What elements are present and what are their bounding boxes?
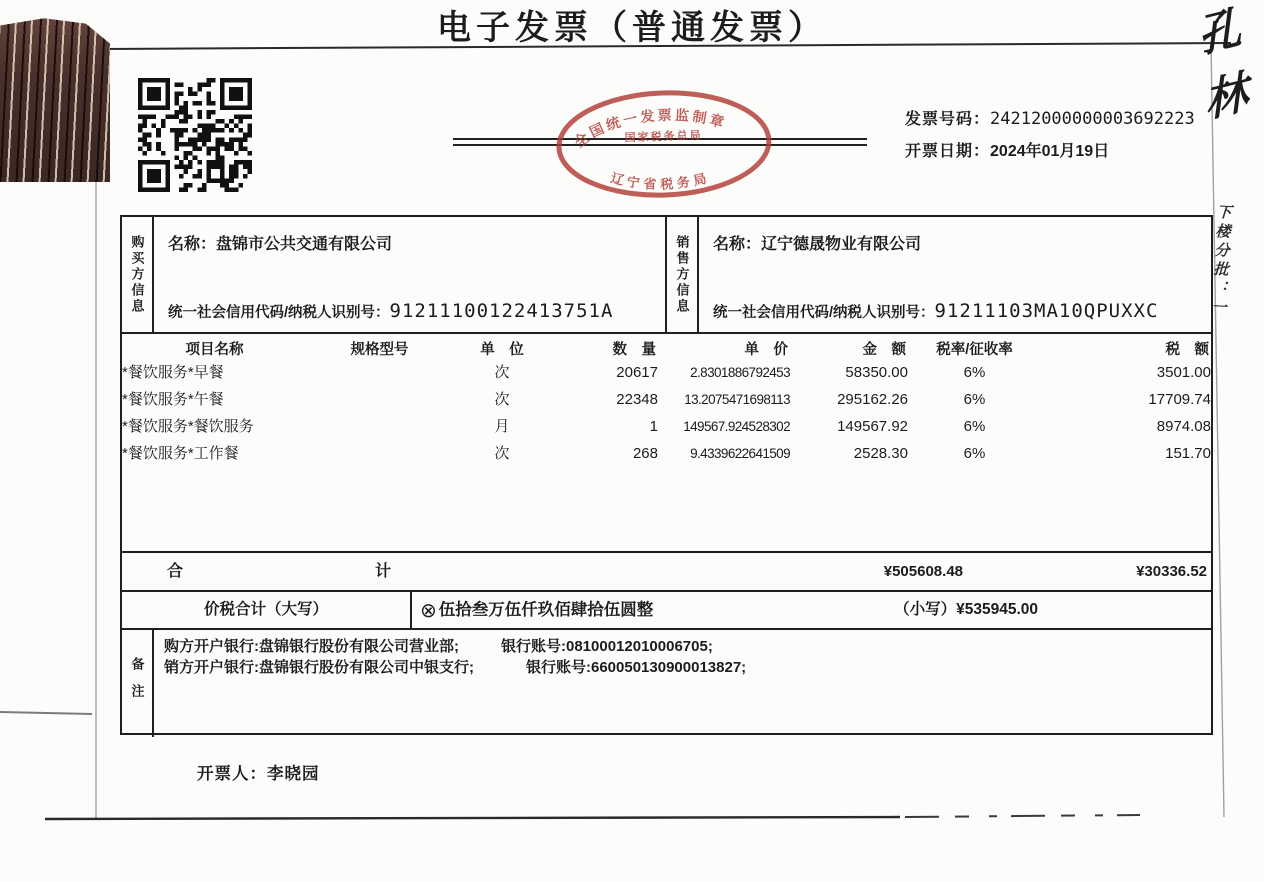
totals-amount: ¥505608.48 <box>883 563 963 580</box>
grand-total-label: 价税合计（大写） <box>122 592 412 629</box>
remarks-label: 备注 <box>122 630 154 737</box>
stamp-middle-text: 国家税务总局 <box>624 129 703 145</box>
buyer-taxid-label: 统一社会信用代码/纳税人识别号： <box>168 305 390 321</box>
invoice-date-label: 开票日期： <box>905 143 991 160</box>
item-qty: 22348 <box>616 391 658 408</box>
buyer-info <box>154 217 667 332</box>
col-header-price: 单 价 <box>744 342 788 358</box>
seller-bank: 销方开户银行:盘锦银行股份有限公司中银支行; <box>164 659 474 676</box>
item-name: *餐饮服务*早餐 <box>122 364 224 381</box>
item-qty: 268 <box>632 445 658 462</box>
item-price: 149567.924528302 <box>683 419 790 434</box>
remarks-section <box>122 630 1211 737</box>
stamp-arc-text: 全国统一发票监制章 <box>570 106 729 151</box>
col-header-spec: 规格型号 <box>350 342 409 358</box>
remark-line-1 <box>164 636 1201 657</box>
item-name: *餐饮服务*工作餐 <box>122 445 239 462</box>
item-taxrate: 6% <box>963 391 986 408</box>
item-price: 9.4339622641509 <box>690 446 790 461</box>
seller-taxid-row <box>713 300 1199 322</box>
seller-section-label: 销售方信息 <box>667 217 699 332</box>
buyer-name-row <box>168 231 653 254</box>
small-label: （小写） <box>894 601 957 618</box>
rmb-circle-icon: ⊗ <box>420 600 437 622</box>
grand-total-value: ¥535945.00 <box>956 601 1038 618</box>
stamp-bottom-text: 辽宁省税务局 <box>609 169 712 192</box>
item-row <box>122 440 1211 467</box>
item-amount: 2528.30 <box>853 445 908 462</box>
invoice-table <box>120 215 1213 735</box>
invoice-date-value: 2024年01月19日 <box>990 143 1110 160</box>
handwriting-side-note: 下楼分批：一 <box>1209 203 1232 319</box>
invoice-number-row <box>905 103 1195 136</box>
invoice-number-label: 发票号码： <box>905 111 991 128</box>
buyer-taxid-row <box>168 300 653 322</box>
issuer-row <box>197 760 320 784</box>
col-header-name: 项目名称 <box>185 342 244 358</box>
item-amount: 149567.92 <box>837 418 908 435</box>
item-tax: 3501.00 <box>1156 364 1211 381</box>
item-qty: 1 <box>649 418 658 435</box>
items-section <box>122 334 1211 553</box>
buyer-section-label: 购买方信息 <box>122 217 154 332</box>
qr-code <box>138 78 252 197</box>
item-unit: 次 <box>494 445 510 462</box>
seller-taxid-label: 统一社会信用代码/纳税人识别号： <box>713 305 935 321</box>
grand-total-small <box>894 592 1038 628</box>
item-name: *餐饮服务*午餐 <box>122 391 224 408</box>
grand-total-content <box>412 592 1211 629</box>
invoice-title: 电子发票（普通发票） <box>437 9 827 47</box>
remark-line-2 <box>164 657 1201 678</box>
item-unit: 月 <box>494 418 510 435</box>
buyer-name-label: 名称： <box>168 236 217 253</box>
col-header-taxrate: 税率/征收率 <box>936 342 1013 358</box>
totals-label: 合 计 <box>167 563 428 580</box>
item-row <box>122 413 1211 440</box>
buyer-bank: 购方开户银行:盘锦银行股份有限公司营业部; <box>164 638 459 655</box>
item-name: *餐饮服务*餐饮服务 <box>122 418 254 435</box>
parties-section <box>122 217 1211 334</box>
svg-text:全国统一发票监制章 <box>570 105 730 151</box>
buyer-taxid-value: 91211100122413751A <box>389 300 614 322</box>
items-header-row <box>122 334 1211 359</box>
item-spec <box>307 386 452 413</box>
col-header-qty: 数 量 <box>612 342 656 358</box>
invoice-meta <box>905 103 1195 168</box>
totals-row <box>122 553 1211 592</box>
seller-taxid-value: 91211103MA10QPUXXC <box>934 300 1159 322</box>
tax-bureau-stamp <box>551 84 777 209</box>
item-tax: 8974.08 <box>1156 418 1211 435</box>
item-taxrate: 6% <box>963 418 986 435</box>
item-tax: 151.70 <box>1165 445 1211 462</box>
item-row <box>122 386 1211 413</box>
item-spec <box>307 359 452 386</box>
seller-info <box>699 217 1211 332</box>
item-spec <box>307 413 452 440</box>
item-unit: 次 <box>494 364 510 381</box>
item-taxrate: 6% <box>963 445 986 462</box>
issuer-label: 开票人： <box>197 765 267 783</box>
grand-total-row <box>122 592 1211 630</box>
invoice-date-row <box>905 136 1195 168</box>
item-taxrate: 6% <box>963 364 986 381</box>
amount-in-words: 伍拾叁万伍仟玖佰肆拾伍圆整 <box>438 601 654 619</box>
seller-name-value: 辽宁德晟物业有限公司 <box>761 236 922 253</box>
totals-tax: ¥30336.52 <box>1136 563 1207 580</box>
remarks-content <box>154 630 1211 737</box>
item-price: 13.2075471698113 <box>684 392 790 407</box>
item-tax: 17709.74 <box>1148 391 1211 408</box>
col-header-amount: 金 额 <box>862 342 906 358</box>
seller-name-label: 名称： <box>713 236 762 253</box>
issuer-name: 李晓园 <box>267 765 320 783</box>
buyer-bank-account: 银行账号:08100012010006705; <box>501 638 713 655</box>
item-unit: 次 <box>494 391 510 408</box>
seller-name-row <box>713 231 1199 254</box>
item-price: 2.8301886792453 <box>690 365 790 380</box>
handwriting-top-right: 孔林 <box>1195 2 1251 128</box>
item-row <box>122 359 1211 386</box>
item-spec <box>307 440 452 467</box>
buyer-name-value: 盘锦市公共交通有限公司 <box>216 236 393 253</box>
item-amount: 295162.26 <box>837 391 908 408</box>
col-header-tax: 税 额 <box>1165 342 1209 358</box>
invoice-number-value: 24212000000003692223 <box>990 109 1195 129</box>
seller-bank-account: 银行账号:660050130900013827; <box>526 659 747 676</box>
item-amount: 58350.00 <box>845 364 908 381</box>
col-header-unit: 单 位 <box>480 342 524 358</box>
item-qty: 20617 <box>616 364 658 381</box>
